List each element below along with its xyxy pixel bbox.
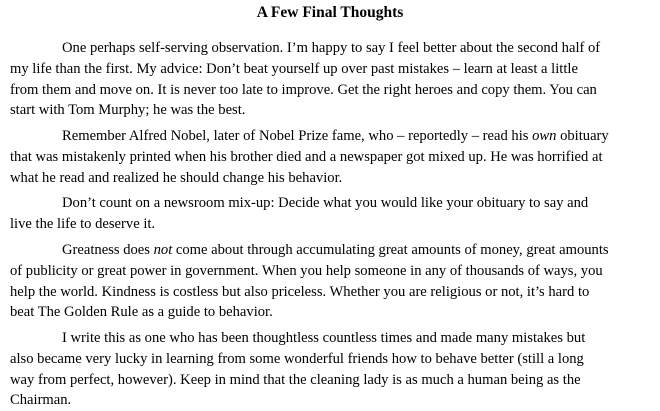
paragraph-line: what he read and realized he should change his behavior. [10,169,343,186]
paragraph-line: beat The Golden Rule as a guide to behavior. [10,304,273,321]
page-title: A Few Final Thoughts [256,4,404,21]
paragraph-line: Don’t count on a newsroom mix-up: Decide what you would like your obituary to say and [62,195,589,211]
paragraph-line [10,240,650,261]
text-run: obituary [556,128,609,144]
paragraph-line: that was mistakenly printed when his brother died and a newspaper got mixed up. He was horrified at [10,148,603,165]
paragraph-obituary [10,193,650,235]
paragraph-conclusion [10,328,650,411]
emphasis-text: own [532,128,557,144]
paragraph-line: I write this as one who has been thoughtless countless times and made many mistakes but [62,330,586,346]
paragraph-line: help the world. Kindness is costless but also priceless. Whether you are religious or not, it’s hard to [10,283,590,300]
paragraph-line: One perhaps self-serving observation. I’m happy to say I feel better about the second half of [62,40,601,56]
paragraph-line: of publicity or great power in government. When you help someone in any of thousands of ways, you [10,262,603,279]
text-run: come about through accumulating great amounts of money, great amounts [172,242,609,258]
paragraph-line: also became very lucky in learning from some wonderful friends how to behave better (still a long [10,350,584,367]
paragraph-line [10,126,650,147]
paragraph-observation [10,38,650,121]
paragraph-line: start with Tom Murphy; he was the best. [10,102,246,119]
paragraph-line: way from perfect, however). Keep in mind that the cleaning lady is as much a human being as the [10,371,581,388]
emphasis-text: not [153,242,173,258]
text-run: Remember Alfred Nobel, later of Nobel Prize fame, who – reportedly – read his [62,128,533,144]
paragraph-line: Chairman. [10,392,72,409]
paragraph-nobel [10,126,650,188]
paragraph-line: from them and move on. It is never too late to improve. Get the right heroes and copy them. You can [10,81,597,98]
paragraph-greatness [10,240,650,323]
paragraph-line: my life than the first. My advice: Don’t beat yourself up over past mistakes – learn at least a little [10,60,578,77]
text-run: Greatness does [62,242,154,258]
paragraph-line: live the life to deserve it. [10,215,156,232]
